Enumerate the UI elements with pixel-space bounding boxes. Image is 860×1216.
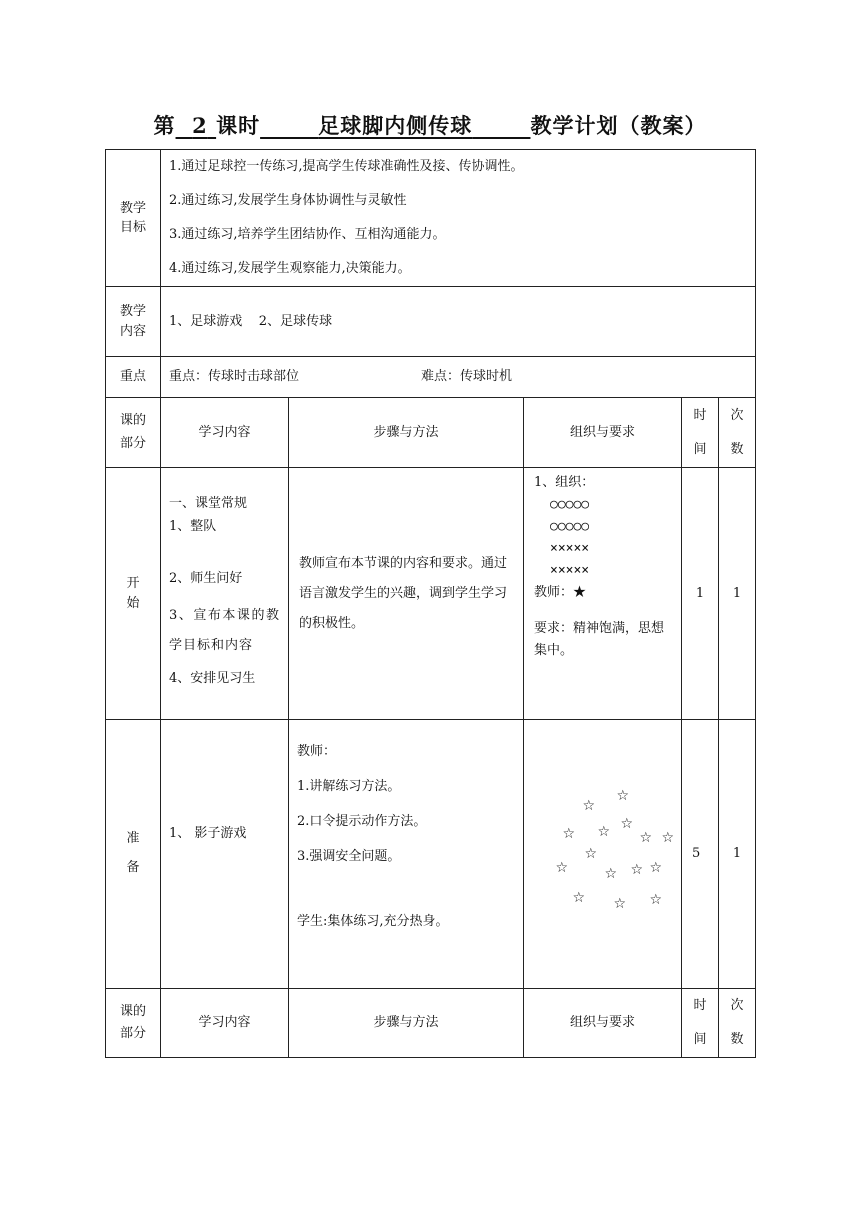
header-part: 课的部分	[106, 989, 161, 1058]
start-part: 开始	[106, 468, 161, 720]
outline-star-icon: ☆	[584, 846, 598, 862]
focus-label: 重点	[106, 357, 161, 398]
start-count: 1	[719, 468, 756, 720]
formation-row: ○○○○○	[550, 519, 590, 534]
key-point: 重点：传球时击球部位	[169, 369, 300, 385]
outline-star-icon: ☆	[639, 830, 653, 846]
header-content: 学习内容	[161, 398, 289, 468]
content-text: 1、足球游戏 2、足球传球	[161, 287, 756, 357]
content-label: 教学内容	[106, 287, 161, 357]
outline-star-icon: ☆	[562, 826, 576, 842]
prep-count: 1	[719, 720, 756, 989]
start-org	[524, 468, 682, 720]
focus-row	[106, 357, 756, 398]
outline-star-icon: ☆	[630, 862, 644, 878]
list-item: 一、课堂常规	[169, 496, 248, 511]
outline-star-icon: ☆	[616, 788, 630, 804]
method-line: 教师：	[297, 744, 337, 759]
formation-row: ×××××	[550, 541, 590, 556]
lesson-plan-table	[105, 149, 756, 1058]
header-content: 学习内容	[161, 989, 289, 1058]
method-line: 2.口令提示动作方法。	[297, 814, 427, 829]
prep-method	[289, 720, 524, 989]
student-note: 学生:集体练习,充分热身。	[297, 914, 449, 929]
outline-star-icon: ☆	[649, 892, 663, 908]
objective-item: 1.通过足球控一传练习,提高学生传球准确性及接、传协调性。	[169, 159, 524, 174]
header-org: 组织与要求	[524, 398, 682, 468]
prep-org	[524, 720, 682, 989]
header-method: 步骤与方法	[289, 398, 524, 468]
list-item: 4、安排见习生	[169, 671, 256, 686]
list-item: 2、师生问好	[169, 571, 243, 586]
outline-star-icon: ☆	[597, 824, 611, 840]
requirement: 要求：精神饱满，思想集中。	[534, 621, 665, 658]
header-org: 组织与要求	[524, 989, 682, 1058]
method-line: 3.强调安全问题。	[297, 849, 401, 864]
outline-star-icon: ☆	[582, 798, 596, 814]
header-count: 次数	[719, 989, 756, 1058]
outline-star-icon: ☆	[555, 860, 569, 876]
list-item: 1、整队	[169, 519, 217, 534]
outline-star-icon: ☆	[620, 816, 634, 832]
prep-row	[106, 720, 756, 989]
header-time: 时间	[682, 398, 719, 468]
outline-star-icon: ☆	[572, 890, 586, 906]
formation	[534, 494, 671, 582]
list-item: 3、宣布本课的教学目标和内容	[169, 608, 280, 653]
objective-item: 4.通过练习,发展学生观察能力,决策能力。	[169, 261, 411, 276]
formation-row: ×××××	[550, 563, 590, 578]
start-row	[106, 468, 756, 720]
outline-star-icon: ☆	[649, 860, 663, 876]
prep-content: 1、 影子游戏	[161, 720, 289, 989]
objective-item: 2.通过练习,发展学生身体协调性与灵敏性	[169, 193, 407, 208]
table-header-row	[106, 398, 756, 468]
start-method: 教师宣布本节课的内容和要求。通过语言激发学生的兴趣，调到学生学习的积极性。	[289, 468, 524, 720]
content-row	[106, 287, 756, 357]
teacher-position: 教师：★	[534, 585, 587, 600]
header-part: 课的部分	[106, 398, 161, 468]
objectives-list	[161, 150, 756, 287]
formation-row: ○○○○○	[550, 497, 590, 512]
start-content	[161, 468, 289, 720]
header-count: 次数	[719, 398, 756, 468]
header-time: 时间	[682, 989, 719, 1058]
objectives-label: 教学目标	[106, 150, 161, 287]
outline-star-icon: ☆	[613, 896, 627, 912]
prep-part: 准备	[106, 720, 161, 989]
table-header-row	[106, 989, 756, 1058]
scatter-formation	[538, 788, 675, 919]
outline-star-icon: ☆	[604, 866, 618, 882]
prep-time: 5	[682, 720, 719, 989]
method-line: 1.讲解练习方法。	[297, 779, 401, 794]
difficulty: 难点：传球时机	[421, 369, 513, 385]
page-title: 第 2 课时 足球脚内侧传球 教学计划（教案）	[153, 113, 707, 138]
org-title: 1、组织：	[534, 475, 595, 490]
outline-star-icon: ☆	[661, 830, 675, 846]
start-time: 1	[682, 468, 719, 720]
header-method: 步骤与方法	[289, 989, 524, 1058]
objective-item: 3.通过练习,培养学生团结协作、互相沟通能力。	[169, 227, 446, 242]
objectives-row	[106, 150, 756, 287]
